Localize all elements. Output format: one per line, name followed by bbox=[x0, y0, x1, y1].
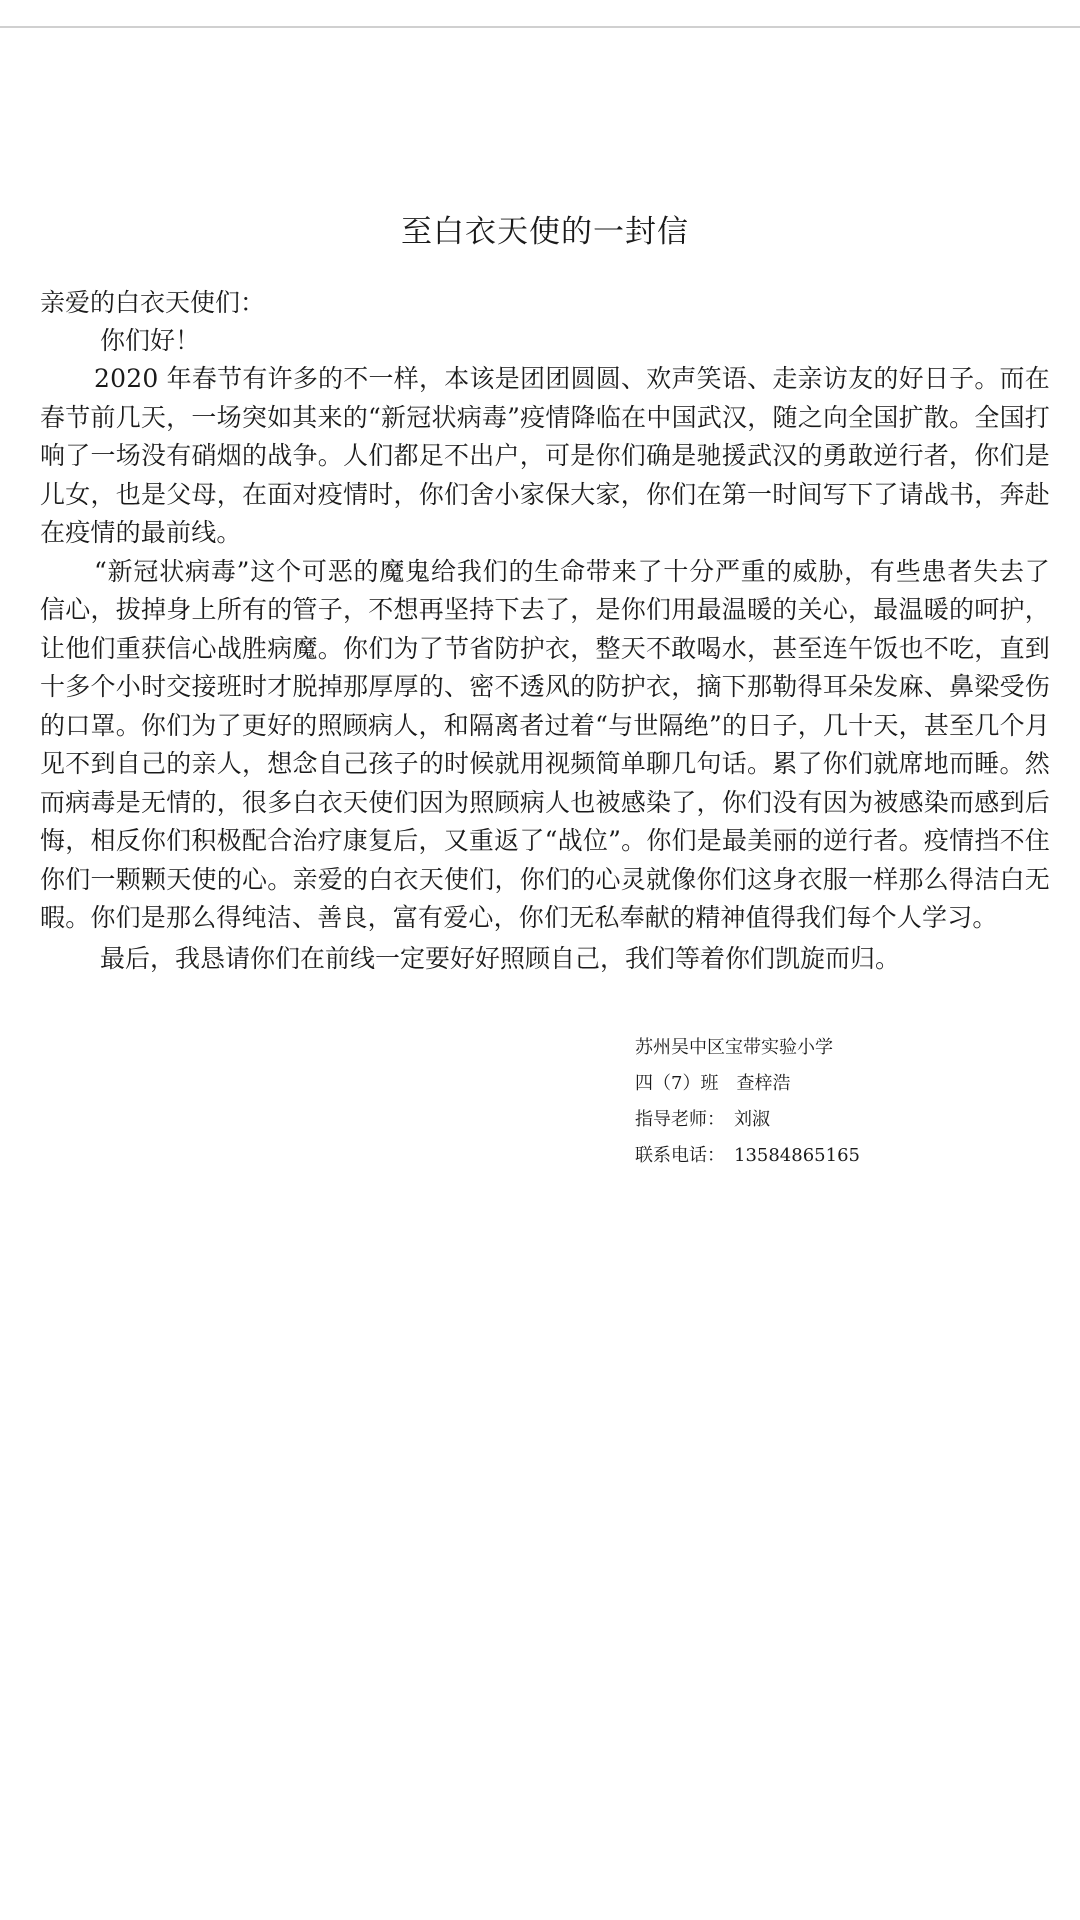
greeting: 你们好！ bbox=[100, 326, 201, 355]
signature-block bbox=[635, 1030, 860, 1174]
salutation: 亲爱的白衣天使们： bbox=[40, 288, 266, 317]
phone-line: 联系电话： 13584865165 bbox=[635, 1145, 860, 1166]
class-author: 四（7）班 查梓浩 bbox=[635, 1073, 791, 1094]
paragraph-1: 2020 年春节有许多的不一样，本该是团团圆圆、欢声笑语、走亲访友的好日子。而在春节前几天，一场突如其来的“新冠状病毒”疫情降临在中国武汉，随之向全国扩散。全国打响了一场没有硝烟的战争。人们都足不出户，可是你们确是驰援武汉的勇敢逆行者，你们是儿女，也是父母，在面对疫情时，你们舍小家保大家，你们在第一时间写下了请战书，奔赴在疫情的最前线。 bbox=[40, 364, 1050, 547]
closing-line: 最后，我恳请你们在前线一定要好好照顾自己，我们等着你们凯旋而归。 bbox=[100, 943, 901, 973]
school-name: 苏州吴中区宝带实验小学 bbox=[635, 1037, 833, 1058]
teacher-line: 指导老师： 刘淑 bbox=[635, 1109, 770, 1130]
paragraph-2: “新冠状病毒”这个可恶的魔鬼给我们的生命带来了十分严重的威胁，有些患者失去了信心，拔掉身上所有的管子，不想再坚持下去了，是你们用最温暖的关心，最温暖的呵护，让他们重获信心战胜病魔。你们为了节省防护衣，整天不敢喝水，甚至连午饭也不吃，直到十多个小时交接班时才脱掉那厚厚的、密不透风的防护衣，摘下那勒得耳朵发麻、鼻梁受伤的口罩。你们为了更好的照顾病人，和隔离者过着“与世隔绝”的日子，几十天，甚至几个月见不到自己的亲人，想念自己孩子的时候就用视频简单聊几句话。累了你们就席地而睡。然而病毒是无情的，很多白衣天使们因为照顾病人也被感染了，你们没有因为被感染而感到后悔，相反你们积极配合治疗康复后，又重返了“战位”。你们是最美丽的逆行者。疫情挡不住你们一颗颗天使的心。亲爱的白衣天使们，你们的心灵就像你们这身衣服一样那么得洁白无暇。你们是那么得纯洁、善良，富有爱心，你们无私奉献的精神值得我们每个人学习。 bbox=[40, 556, 1050, 932]
letter-body bbox=[40, 210, 1050, 978]
letter-title: 至白衣天使的一封信 bbox=[401, 214, 689, 250]
top-divider bbox=[0, 26, 1080, 28]
